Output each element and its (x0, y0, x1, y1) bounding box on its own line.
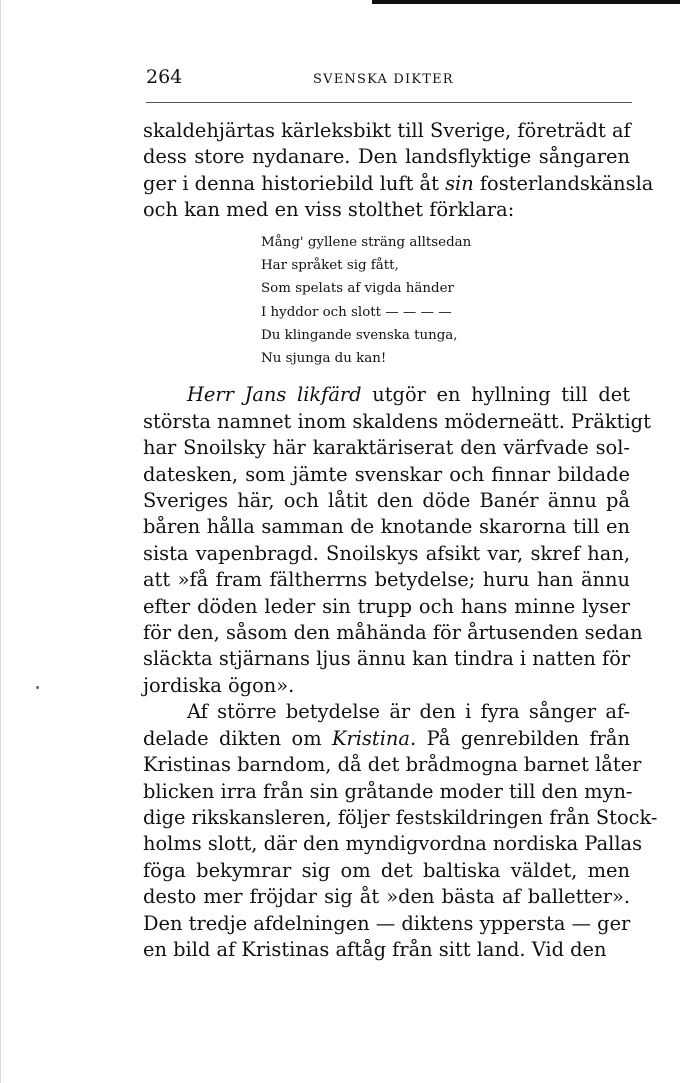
text-line (143, 594, 630, 620)
text-segment: sista vapenbragd. Snoilskys afsikt var, skref han, (143, 541, 630, 565)
text-line (143, 144, 630, 170)
text-line (143, 118, 630, 144)
text-line (143, 462, 630, 488)
text-line (143, 911, 630, 937)
paragraph-herr-jans-likfard (143, 382, 651, 699)
text-segment: datesken, som jämte svenskar och finnar bildade (143, 462, 630, 486)
text-line (143, 858, 630, 884)
text-line (143, 171, 654, 197)
poem-line: I hyddor och slott — — — — (261, 304, 452, 320)
text-segment: Den tredje afdelningen — diktens yppersta — ger (143, 911, 631, 935)
body-text (143, 118, 658, 963)
text-segment: delade dikten om (143, 726, 333, 750)
poem-quote (261, 231, 630, 371)
text-segment: dige rikskansleren, följer festskildringen från Stock- (143, 805, 658, 829)
poem-line: Har språket sig fått, (261, 257, 399, 273)
poem-line: Som spelats af vigda händer (261, 281, 454, 297)
text-segment: Kristinas barndom, då det brådmogna barnet låter (143, 753, 642, 777)
text-segment: desto mer fröjdar sig åt »den bästa af balletter». (143, 885, 630, 909)
text-segment: båren hålla samman de knotande skarorna till en (143, 515, 630, 539)
text-line (143, 805, 658, 831)
text-segment: släckta stjärnans ljus ännu kan tindra i natten för (143, 647, 631, 671)
poem-line: Nu sjunga du kan! (261, 351, 387, 367)
text-segment: Sveriges här, och låtit den döde Banér ännu på (143, 489, 630, 513)
text-line (143, 673, 630, 699)
text-segment: för den, såsom den måhända för årtusenden sedan (143, 621, 643, 645)
text-line (143, 514, 630, 540)
text-segment: och kan med en viss stolthet förklara: (143, 198, 515, 222)
text-segment: att »få fram fältherrns betydelse; huru han ännu (143, 568, 630, 592)
text-line (143, 779, 633, 805)
text-line (143, 699, 630, 725)
poem-line: Du klingande svenska tunga, (261, 327, 458, 343)
running-title: SVENSKA DIKTER (313, 72, 454, 87)
text-segment: Af större betydelse är den i fyra sånger af- (187, 700, 630, 724)
text-segment: utgör en hyllning till det (361, 383, 630, 407)
header-rule (146, 102, 632, 103)
text-segment: ger i denna historiebild luft åt (143, 171, 446, 195)
text-line (143, 488, 630, 514)
text-segment: en bild af Kristinas aftåg från sitt land. Vid den (143, 937, 607, 961)
text-segment: fosterlandskänsla (473, 171, 654, 195)
text-line (143, 567, 630, 593)
text-segment: holms slott, där den myndigvordna nordiska Pallas (143, 832, 643, 856)
text-segment: föga bekymrar sig om det baltiska väldet, men (143, 858, 630, 882)
text-line (143, 435, 630, 461)
top-border-rule (372, 0, 680, 4)
text-segment: dess store nydanare. Den landsflyktige sångaren (143, 145, 630, 169)
paragraph-kristina (143, 699, 658, 963)
text-line (143, 541, 630, 567)
italic-text: Kristina. (332, 726, 417, 750)
text-line (143, 646, 630, 672)
text-line (143, 726, 630, 752)
text-line (143, 382, 630, 408)
italic-text: sin (445, 171, 474, 195)
page-left-edge (0, 0, 1, 1083)
text-segment: har Snoilsky här karaktäriserat den värfvade sol- (143, 436, 630, 460)
text-segment: blicken irra från sin gråtande moder till den myn- (143, 779, 633, 803)
intro-paragraph (143, 118, 654, 224)
margin-speck (36, 686, 39, 689)
text-line (143, 620, 643, 646)
text-segment: På genrebilden från (416, 726, 630, 750)
page-header (146, 66, 630, 96)
text-line (143, 937, 630, 963)
text-line (143, 831, 643, 857)
text-segment: skaldehjärtas kärleksbikt till Sverige, företrädt af (143, 119, 631, 142)
poem-line: Mång' gyllene sträng alltsedan (261, 234, 472, 250)
text-segment: jordiska ögon». (143, 673, 295, 697)
text-line (143, 409, 651, 435)
italic-text: Herr Jans likfärd (187, 383, 362, 407)
text-line (143, 197, 630, 223)
text-segment: efter döden leder sin trupp och hans minne lyser (143, 594, 630, 618)
text-line (143, 884, 630, 910)
page-number: 264 (146, 66, 183, 88)
text-segment: största namnet inom skaldens möderneätt. Präktigt (143, 409, 651, 433)
text-line (143, 752, 642, 778)
